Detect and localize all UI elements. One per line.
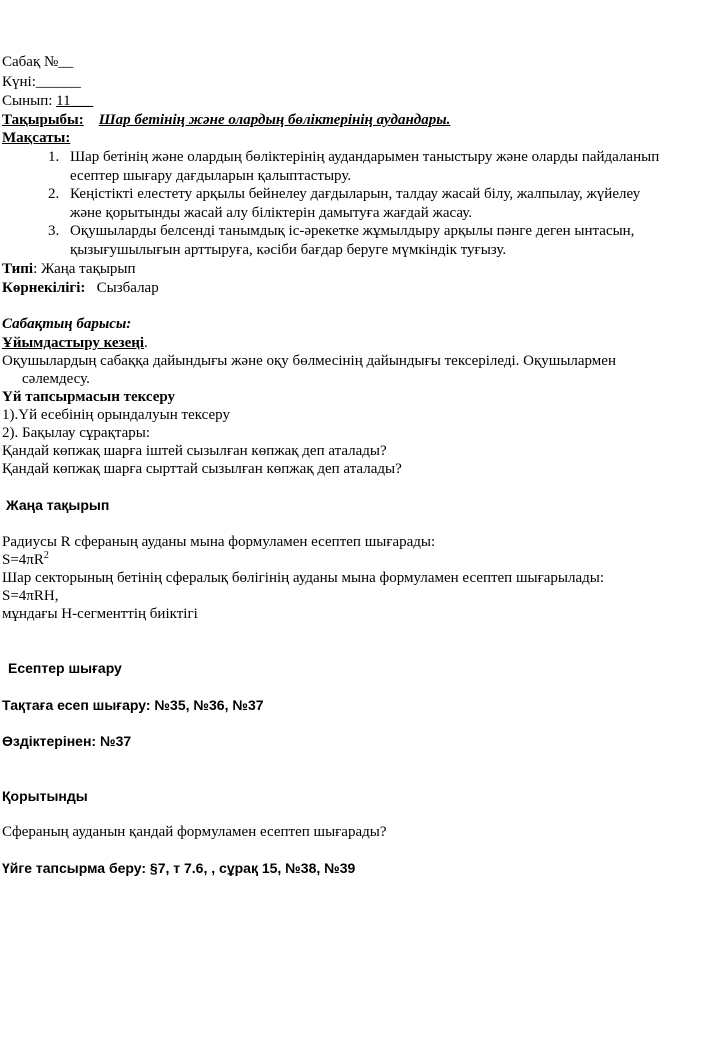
- board-tasks: Тақтаға есеп шығару: №35, №36, №37: [2, 697, 264, 713]
- conclusion-question: Сфераның ауданын қандай формуламен есептеп шығарады?: [2, 824, 387, 840]
- self-tasks: Өздіктерінен: №37: [2, 733, 132, 749]
- homework-check-item: 2). Бақылау сұрақтары:: [2, 425, 151, 441]
- goal-text-line: есептер шығару дағдыларын қалыптастыру.: [70, 168, 352, 184]
- goal-text-line: Шар бетінің және олардың бөліктерінің аудандарымен таныстыру және оларды пайдаланып: [70, 149, 660, 165]
- lesson-number: Сабақ №__: [2, 54, 74, 70]
- progress-title: Сабақтың барысы:: [2, 316, 132, 332]
- type-label: Типі: [2, 261, 34, 277]
- formula-exponent: 2: [43, 550, 49, 561]
- control-question: Қандай көпжақ шарға іштей сызылған көпжақ деп аталады?: [2, 443, 387, 459]
- homework-assignment: Үйге тапсырма беру: §7, т 7.6, , сұрақ 15, №38, №39: [2, 860, 356, 876]
- goal-text-line: Оқушыларды белсенді танымдық іс-әрекетке жұмылдыру арқылы пәнге деген ынтасын,: [70, 223, 635, 239]
- new-topic-text: Радиусы R сфераның ауданы мына формуламен есептеп шығарады:: [2, 534, 436, 550]
- homework-check-label: Үй тапсырмасын тексеру: [2, 389, 176, 405]
- new-topic-label: Жаңа тақырып: [6, 497, 110, 513]
- lesson-date: Күні:______: [2, 74, 81, 90]
- goals-label: Мақсаты:: [2, 130, 71, 146]
- org-stage-dot: .: [144, 335, 148, 351]
- topic-label: Тақырыбы:: [2, 112, 84, 128]
- formula-sector-area: S=4πRH,: [2, 588, 59, 604]
- visual-aids-line: [2, 280, 159, 297]
- formula-text: S=4πR: [2, 552, 44, 568]
- org-text-line: сәлемдесу.: [22, 371, 90, 387]
- type-line: [2, 261, 136, 278]
- goal-number: 3.: [48, 223, 60, 239]
- org-stage-label: Ұйымдастыру кезеңі: [2, 335, 145, 351]
- topic-line: [2, 112, 450, 129]
- class-label: Сынып:: [2, 93, 57, 109]
- new-topic-text: мұндағы Н-сегменттің биіктігі: [2, 606, 198, 622]
- goal-text-line: және қорытынды жасай алу біліктерін дамытуға жағдай жасау.: [70, 205, 472, 221]
- tasks-label: Есептер шығару: [8, 660, 122, 676]
- new-topic-text: Шар секторының бетінің сфералық бөлігінің ауданы мына формуламен есептеп шығарылады:: [2, 570, 604, 586]
- conclusion-label: Қорытынды: [2, 788, 88, 804]
- visual-aids-label: Көрнекілігі:: [2, 280, 86, 296]
- formula-sphere-area: [2, 552, 49, 569]
- type-value: : Жаңа тақырып: [33, 261, 136, 277]
- class-line: [2, 93, 93, 110]
- topic-value: Шар бетінің және олардың бөліктерінің аудандары.: [98, 112, 451, 128]
- goal-text-line: қызығушылығын арттыруға, кәсіби бағдар беруге мүмкіндік туғызу.: [70, 242, 507, 258]
- class-tail: ___: [70, 93, 94, 109]
- control-question: Қандай көпжақ шарға сырттай сызылған көпжақ деп аталады?: [2, 461, 402, 477]
- org-text-line: Оқушылардың сабаққа дайындығы және оқу бөлмесінің дайындығы тексеріледі. Оқушылармен: [2, 353, 616, 369]
- goal-text-line: Кеңістікті елестету арқылы бейнелеу дағдыларын, талдау жасай білу, жалпылау, жүйелеу: [70, 186, 641, 202]
- visual-aids-value: Сызбалар: [96, 280, 159, 296]
- goal-number: 1.: [48, 149, 60, 165]
- class-value: 11: [56, 93, 71, 109]
- homework-check-item: 1).Үй есебінің орындалуын тексеру: [2, 407, 230, 423]
- goal-number: 2.: [48, 186, 60, 202]
- org-stage-line: [2, 335, 148, 352]
